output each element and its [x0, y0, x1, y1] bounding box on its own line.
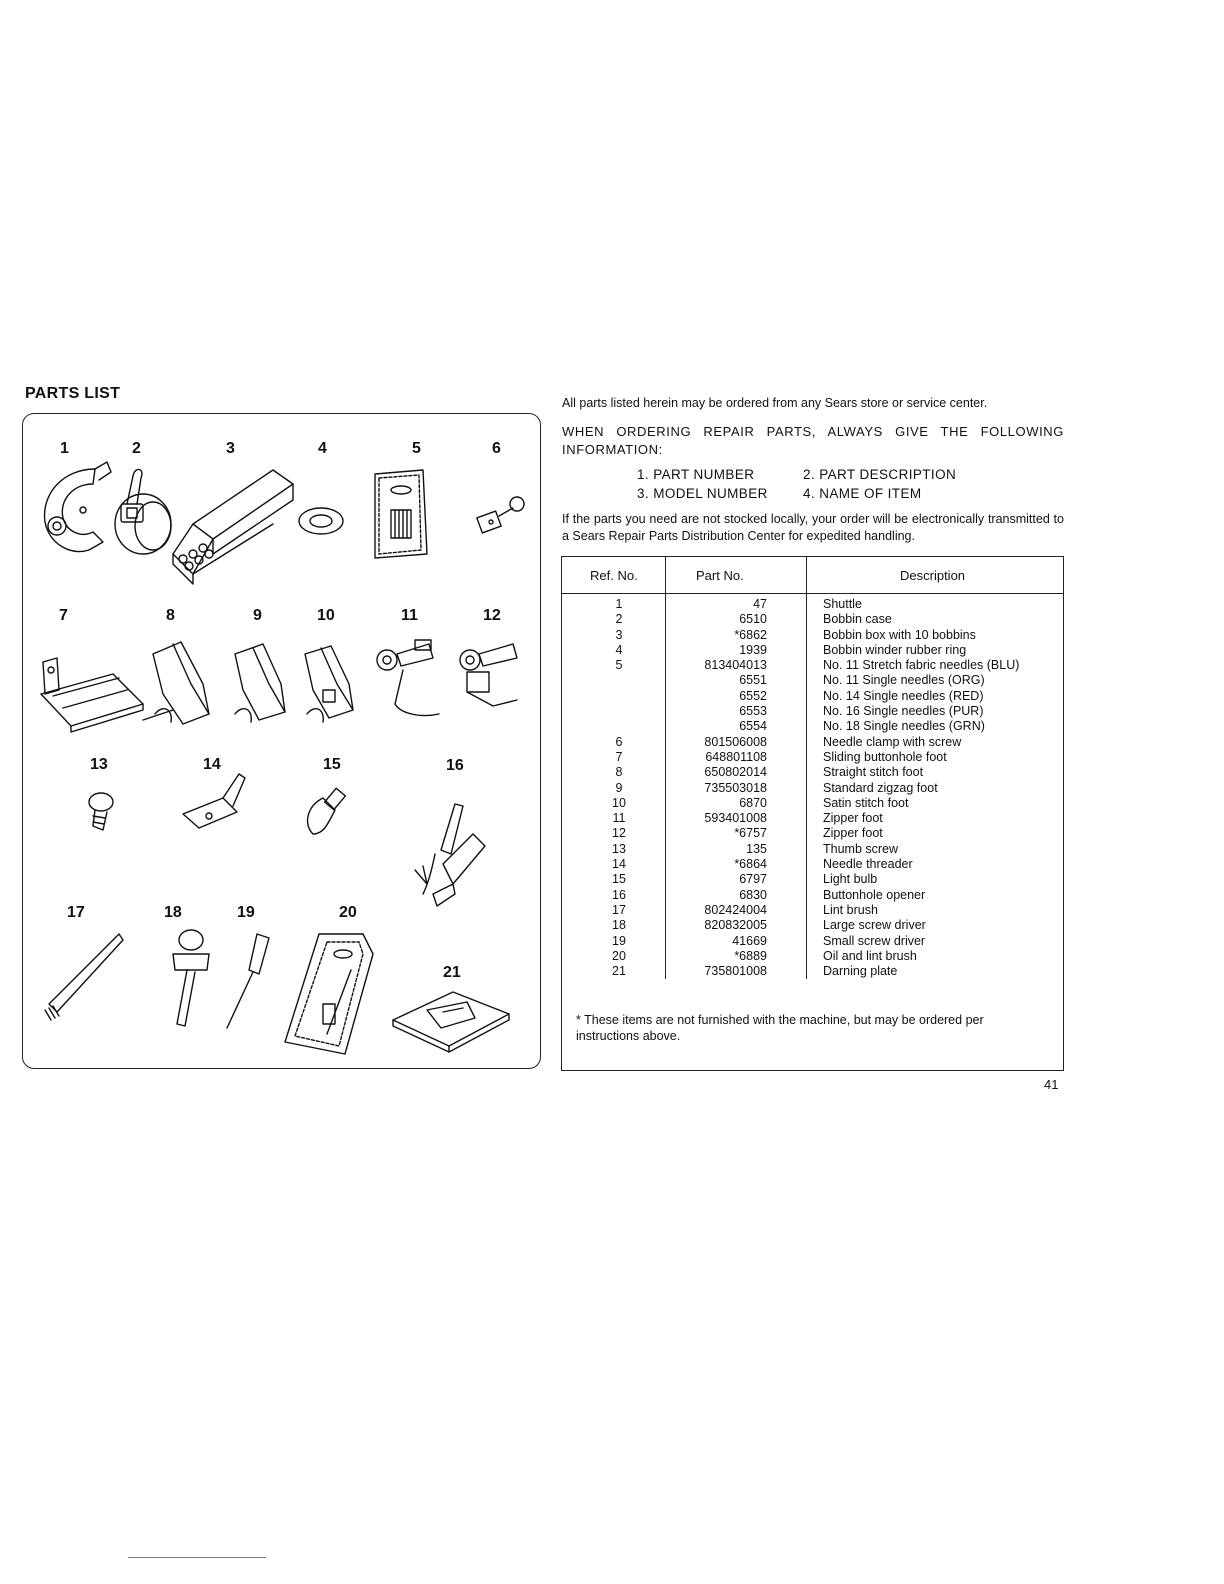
- table-row: [562, 857, 1063, 872]
- table-row: [562, 643, 1063, 658]
- oil-lint-brush-illustration: [285, 934, 373, 1054]
- figure-label-15: 15: [323, 756, 341, 773]
- cell-part-no: *6864: [734, 857, 767, 872]
- cell-ref-no: 15: [612, 872, 626, 887]
- thumb-screw-illustration: [89, 793, 113, 830]
- needle-threader-illustration: [183, 774, 245, 828]
- figure-label-14: 14: [203, 756, 221, 773]
- figure-label-13: 13: [90, 756, 108, 773]
- cell-part-no: 735503018: [704, 780, 767, 795]
- figure-label-9: 9: [253, 607, 262, 624]
- cell-part-no: 41669: [732, 933, 767, 948]
- figure-label-12: 12: [483, 607, 501, 624]
- cell-description: Thumb screw: [823, 841, 899, 856]
- header-ref-no: Ref. No.: [590, 568, 638, 583]
- header-part-no: Part No.: [696, 568, 744, 583]
- cell-ref-no: 9: [615, 780, 623, 795]
- footnote: * These items are not furnished with the machine, but may be ordered per instructions above.: [576, 1013, 984, 1043]
- small-screw-driver-illustration: [227, 934, 269, 1028]
- table-row: [562, 781, 1063, 796]
- cell-description: No. 14 Single needles (RED): [823, 688, 984, 703]
- cell-description: Satin stitch foot: [823, 795, 909, 810]
- table-row: [562, 612, 1063, 627]
- cell-ref-no: 4: [615, 642, 623, 657]
- cell-ref-no: 16: [612, 887, 626, 902]
- cell-description: Large screw driver: [823, 918, 926, 933]
- table-row: [562, 949, 1063, 964]
- cell-ref-no: 14: [612, 857, 626, 872]
- figure-label-4: 4: [318, 440, 327, 457]
- darning-plate-illustration: [393, 992, 509, 1052]
- figure-label-10: 10: [317, 607, 335, 624]
- bottom-ink-line: [128, 1557, 266, 1558]
- ordering-instructions: WHEN ORDERING REPAIR PARTS, ALWAYS GIVE THE FOLLOWING INFORMATION:: [562, 424, 1064, 457]
- cell-description: Straight stitch foot: [823, 765, 924, 780]
- cell-description: Bobbin case: [823, 612, 892, 627]
- cell-ref-no: 3: [615, 627, 623, 642]
- table-row: [562, 673, 1063, 688]
- cell-part-no: 820832005: [704, 918, 767, 933]
- parts-table: [561, 556, 1064, 1071]
- figure-label-1: 1: [60, 440, 69, 457]
- cell-ref-no: 18: [612, 918, 626, 933]
- table-row: [562, 735, 1063, 750]
- figure-label-7: 7: [59, 607, 68, 624]
- table-row: [562, 903, 1063, 918]
- needle-pack-illustration: [375, 470, 427, 558]
- page-number: 41: [1044, 1077, 1059, 1092]
- bobbin-case-illustration: [115, 469, 171, 554]
- light-bulb-illustration: [308, 788, 346, 834]
- intro-text: All parts listed herein may be ordered from any Sears store or service center.: [562, 396, 988, 410]
- cell-ref-no: 1: [615, 597, 623, 611]
- cell-description: Sliding buttonhole foot: [823, 749, 947, 764]
- table-row: [562, 888, 1063, 903]
- table-row: [562, 704, 1063, 719]
- cell-part-no: 6551: [739, 673, 767, 688]
- cell-description: No. 11 Single needles (ORG): [823, 673, 985, 688]
- cell-part-no: 6510: [739, 612, 767, 627]
- bobbin-box-illustration: [173, 470, 293, 584]
- cell-ref-no: 2: [615, 612, 623, 627]
- buttonhole-foot-illustration: [41, 658, 143, 732]
- cell-ref-no: 21: [612, 964, 626, 979]
- lint-brush-illustration: [45, 934, 123, 1020]
- zigzag-foot-illustration: [235, 644, 285, 722]
- zipper-foot-a-illustration: [377, 640, 439, 716]
- cell-description: Standard zigzag foot: [823, 780, 938, 795]
- info-item-part-number: 1. PART NUMBER: [637, 467, 755, 482]
- cell-ref-no: 17: [612, 902, 626, 917]
- cell-description: Lint brush: [823, 902, 878, 917]
- cell-description: Shuttle: [823, 597, 862, 611]
- table-row: [562, 842, 1063, 857]
- info-item-name-of-item: 4. NAME OF ITEM: [803, 486, 922, 501]
- cell-ref-no: 20: [612, 948, 626, 963]
- cell-ref-no: 13: [612, 841, 626, 856]
- figure-label-19: 19: [237, 904, 255, 921]
- cell-description: Zipper foot: [823, 811, 883, 826]
- cell-part-no: 648801108: [705, 749, 767, 764]
- info-item-part-description: 2. PART DESCRIPTION: [803, 467, 957, 482]
- cell-part-no: 813404013: [704, 658, 767, 673]
- cell-ref-no: 6: [615, 734, 623, 749]
- cell-description: Darning plate: [823, 964, 898, 979]
- needle-clamp-illustration: [477, 497, 524, 533]
- cell-part-no: 6552: [739, 688, 767, 703]
- cell-description: No. 11 Stretch fabric needles (BLU): [823, 658, 1020, 673]
- straight-stitch-foot-illustration: [143, 642, 209, 724]
- cell-ref-no: 19: [612, 933, 626, 948]
- figure-label-5: 5: [412, 440, 421, 457]
- table-row: [562, 826, 1063, 841]
- cell-ref-no: 10: [612, 795, 626, 810]
- cell-description: Light bulb: [823, 872, 878, 887]
- table-row: [562, 811, 1063, 826]
- cell-ref-no: 7: [615, 749, 623, 764]
- table-row: [562, 750, 1063, 765]
- table-row: [562, 658, 1063, 673]
- cell-description: Bobbin box with 10 bobbins: [823, 627, 976, 642]
- column-divider-header-1: [665, 557, 666, 593]
- table-row: [562, 872, 1063, 887]
- cell-part-no: *6757: [734, 826, 767, 841]
- figure-label-21: 21: [443, 964, 461, 981]
- table-body: [562, 597, 1063, 979]
- table-row: [562, 765, 1063, 780]
- cell-description: Needle clamp with screw: [823, 734, 962, 749]
- figure-label-8: 8: [166, 607, 175, 624]
- table-row: [562, 796, 1063, 811]
- cell-part-no: 650802014: [704, 765, 767, 780]
- figure-label-2: 2: [132, 440, 141, 457]
- parts-figure-panel: [22, 413, 541, 1069]
- header-description: Description: [900, 568, 966, 583]
- cell-ref-no: 8: [615, 765, 623, 780]
- info-item-model-number: 3. MODEL NUMBER: [637, 486, 768, 501]
- satin-stitch-foot-illustration: [305, 646, 353, 722]
- cell-description: Buttonhole opener: [823, 887, 926, 902]
- cell-part-no: 6553: [739, 704, 767, 719]
- stocked-note: If the parts you need are not stocked locally, your order will be electronically transmitted to a Sears Repair Parts Distribution Center for expedited handling.: [562, 512, 1064, 543]
- figure-label-18: 18: [164, 904, 182, 921]
- cell-part-no: 1939: [739, 642, 767, 657]
- table-row: [562, 934, 1063, 949]
- cell-description: Zipper foot: [823, 826, 883, 841]
- buttonhole-opener-illustration: [415, 804, 485, 906]
- figure-label-11: 11: [401, 607, 418, 624]
- cell-ref-no: 11: [612, 811, 626, 826]
- page-title: PARTS LIST: [25, 385, 121, 402]
- cell-ref-no: 5: [615, 658, 623, 673]
- figure-label-20: 20: [339, 904, 357, 921]
- table-row: [562, 597, 1063, 612]
- cell-part-no: 47: [753, 597, 767, 611]
- cell-description: Oil and lint brush: [823, 948, 917, 963]
- table-row: [562, 964, 1063, 979]
- zipper-foot-b-illustration: [460, 644, 517, 706]
- shuttle-illustration: [45, 462, 111, 552]
- cell-description: No. 18 Single needles (GRN): [823, 719, 985, 734]
- figure-label-17: 17: [67, 904, 85, 921]
- table-row: [562, 918, 1063, 933]
- cell-part-no: 735801008: [704, 964, 767, 979]
- cell-part-no: 6830: [739, 887, 767, 902]
- cell-part-no: 801506008: [704, 734, 767, 749]
- table-row: [562, 719, 1063, 734]
- cell-description: Small screw driver: [823, 933, 926, 948]
- cell-part-no: 6554: [739, 719, 767, 734]
- cell-description: Needle threader: [823, 857, 913, 872]
- figure-label-3: 3: [226, 440, 235, 457]
- cell-part-no: *6889: [734, 948, 767, 963]
- cell-part-no: 593401008: [704, 811, 767, 826]
- figure-label-16: 16: [446, 757, 464, 774]
- cell-description: No. 16 Single needles (PUR): [823, 704, 984, 719]
- cell-ref-no: 12: [612, 826, 626, 841]
- cell-part-no: 135: [746, 841, 767, 856]
- cell-part-no: 6870: [739, 795, 767, 810]
- table-row: [562, 689, 1063, 704]
- cell-part-no: *6862: [734, 627, 767, 642]
- figure-label-6: 6: [492, 440, 501, 457]
- cell-part-no: 6797: [739, 872, 767, 887]
- table-row: [562, 628, 1063, 643]
- header-divider: [562, 593, 1063, 594]
- rubber-ring-illustration: [299, 508, 343, 534]
- cell-description: Bobbin winder rubber ring: [823, 642, 967, 657]
- column-divider-header-2: [806, 557, 807, 593]
- large-screw-driver-illustration: [173, 930, 209, 1026]
- cell-part-no: 802424004: [704, 902, 767, 917]
